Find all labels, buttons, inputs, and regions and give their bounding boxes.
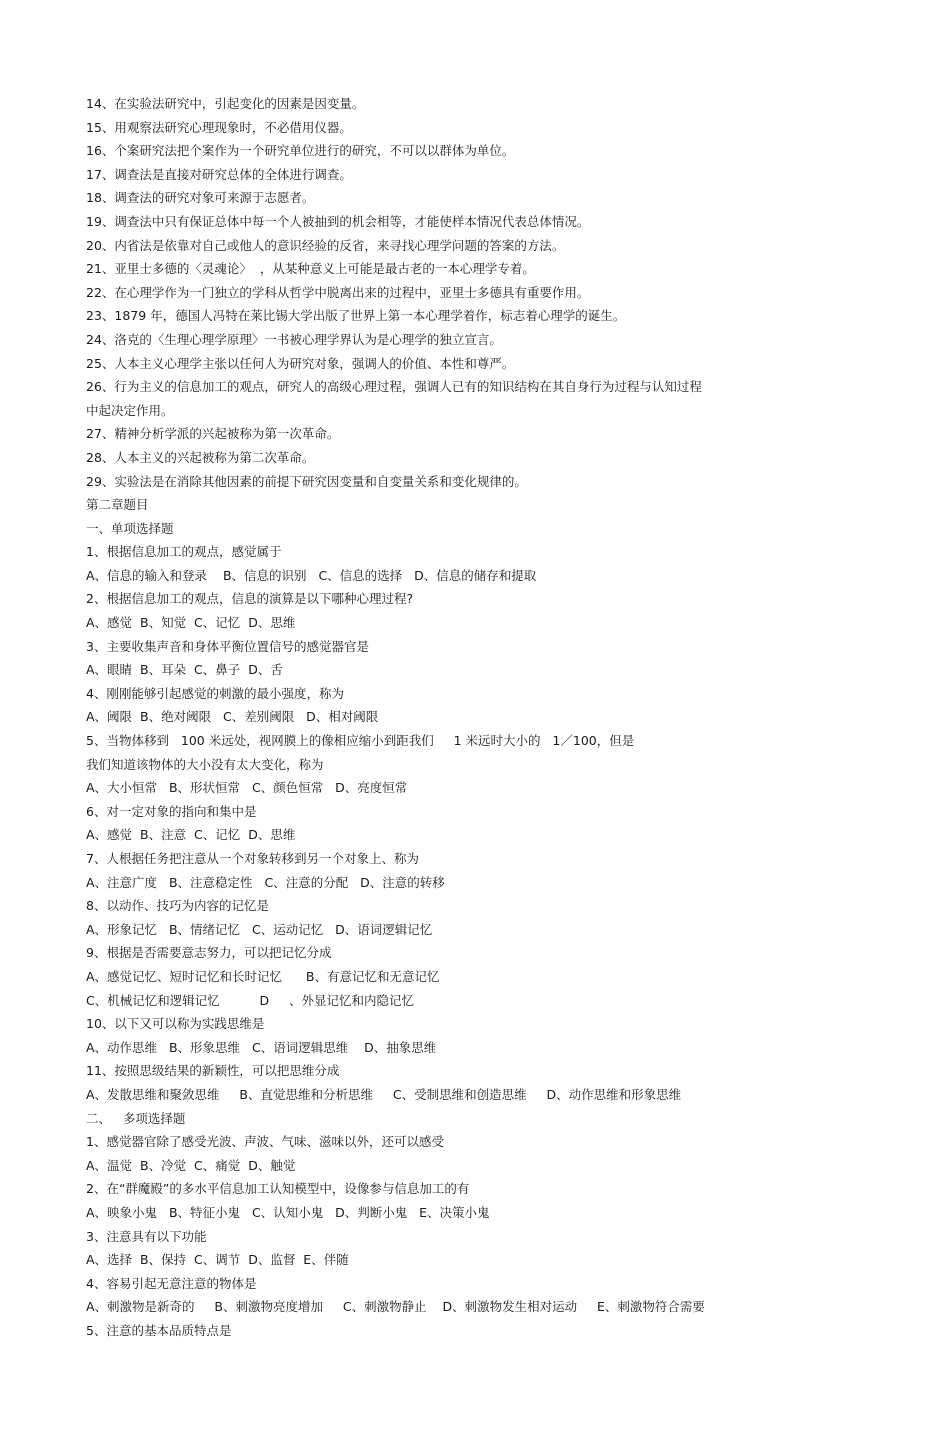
text-line: 19、调查法中只有保证总体中每一个人被抽到的机会相等，才能使样本情况代表总体情况。 [86,213,590,229]
text-line: 20、内省法是依靠对自己或他人的意识经验的反省，来寻找心理学问题的答案的方法。 [86,237,565,253]
text-line: A、映象小鬼 B、特征小鬼 C、认知小鬼 D、判断小鬼 E、决策小鬼 [86,1204,490,1220]
text-line: 5、注意的基本品质特点是 [86,1322,232,1338]
text-line: 28、人本主义的兴起被称为第二次革命。 [86,449,315,465]
text-line: A、发散思维和聚敛思维 B、直觉思维和分析思维 C、受制思维和创造思维 D、动作思维和形象思维 [86,1086,682,1102]
text-line: 3、主要收集声音和身体平衡位置信号的感觉器官是 [86,638,369,654]
text-line: A、信息的输入和登录 B、信息的识别 C、信息的选择 D、信息的储存和提取 [86,567,537,583]
text-line: A、温觉 B、冷觉 C、痛觉 D、触觉 [86,1157,296,1173]
text-line: 18、调查法的研究对象可来源于志愿者。 [86,190,315,206]
text-line: 9、根据是否需要意志努力，可以把记忆分成 [86,945,332,961]
text-line: A、感觉 B、注意 C、记忆 D、思维 [86,827,296,843]
text-line: 14、在实验法研究中，引起变化的因素是因变量。 [86,96,365,111]
text-line: A、大小恒常 B、形状恒常 C、颜色恒常 D、亮度恒常 [86,780,408,796]
text-line: A、感觉 B、知觉 C、记忆 D、思维 [86,615,296,631]
text-line: 29、实验法是在消除其他因素的前提下研究因变量和自变量关系和变化规律的。 [86,473,527,489]
text-line: 1、感觉器官除了感受光波、声波、气味、滋味以外，还可以感受 [86,1134,444,1150]
text-line: 我们知道该物体的大小没有太大变化，称为 [86,756,324,772]
text-line: 17、调查法是直接对研究总体的全体进行调查。 [86,166,352,182]
text-line: A、感觉记忆、短时记忆和长时记忆 B、有意记忆和无意记忆 [86,968,440,984]
text-line: 2、根据信息加工的观点，信息的演算是以下哪种心理过程? [86,591,414,607]
text-line: 4、刚刚能够引起感觉的刺激的最小强度，称为 [86,685,344,701]
text-line: 15、用观察法研究心理现象时，不必借用仪器。 [86,119,352,135]
text-line: 4、容易引起无意注意的物体是 [86,1275,257,1291]
text-line: 23、1879 年，德国人冯特在莱比锡大学出版了世界上第一本心理学着作，标志着心理学的诞生。 [86,308,626,324]
text-line: 10、以下又可以称为实践思维是 [86,1016,265,1032]
text-line: A、眼睛 B、耳朵 C、鼻子 D、舌 [86,662,283,678]
text-line: 21、亚里士多德的〈灵魂论〉 ，从某种意义上可能是最古老的一本心理学专着。 [86,261,535,277]
text-line: 6、对一定对象的指向和集中是 [86,803,257,819]
text-line: A、动作思维 B、形象思维 C、语词逻辑思维 D、抽象思维 [86,1039,437,1055]
text-line: 25、人本主义心理学主张以任何人为研究对象，强调人的价值、本性和尊严。 [86,355,515,371]
text-line: 二、 多项选择题 [86,1110,186,1126]
text-line: 27、精神分析学派的兴起被称为第一次革命。 [86,426,340,442]
text-line: 16、个案研究法把个案作为一个研究单位进行的研究，不可以以群体为单位。 [86,143,515,159]
text-line: A、注意广度 B、注意稳定性 C、注意的分配 D、注意的转移 [86,874,445,890]
text-line: 一、单项选择题 [86,520,174,536]
text-line: 22、在心理学作为一门独立的学科从哲学中脱离出来的过程中，亚里士多德具有重要作用。 [86,284,590,300]
text-line: 5、当物体移到 100 米远处，视网膜上的像相应缩小到距我们 1 米远时大小的 1／100，但是 [86,733,635,749]
text-line: A、形象记忆 B、情绪记忆 C、运动记忆 D、语词逻辑记忆 [86,921,433,937]
text-line: 7、人根据任务把注意从一个对象转移到另一个对象上、称为 [86,851,419,866]
text-line: 26、行为主义的信息加工的观点，研究人的高级心理过程，强调人已有的知识结构在其自身行为过程与认知过程 [86,379,702,395]
text-line: 3、注意具有以下功能 [86,1228,207,1244]
text-line: 11、按照思级结果的新颖性，可以把思维分成 [86,1063,340,1079]
text-line: 8、以动作、技巧为内容的记忆是 [86,898,269,914]
text-line: 中起决定作用。 [86,402,174,418]
text-line: A、选择 B、保持 C、调节 D、监督 E、伴随 [86,1252,349,1268]
text-line: A、刺激物是新奇的 B、刺激物亮度增加 C、刺激物静止 D、刺激物发生相对运动 E、刺激物符合需要 [86,1299,705,1315]
text-line: 第二章题目 [86,497,149,513]
text-line: 24、洛克的〈生理心理学原理〉一书被心理学界认为是心理学的独立宣言。 [86,331,502,347]
text-line: 1、根据信息加工的观点，感觉属于 [86,544,282,560]
document-page [86,92,806,1342]
text-line: A、阈限 B、绝对阈限 C、差别阈限 D、相对阈限 [86,709,379,725]
text-line: C、机械记忆和逻辑记忆 D 、外显记忆和内隐记忆 [86,992,414,1008]
text-line: 2、在“群魔殿”的多水平信息加工认知模型中，设像参与信息加工的有 [86,1181,470,1197]
